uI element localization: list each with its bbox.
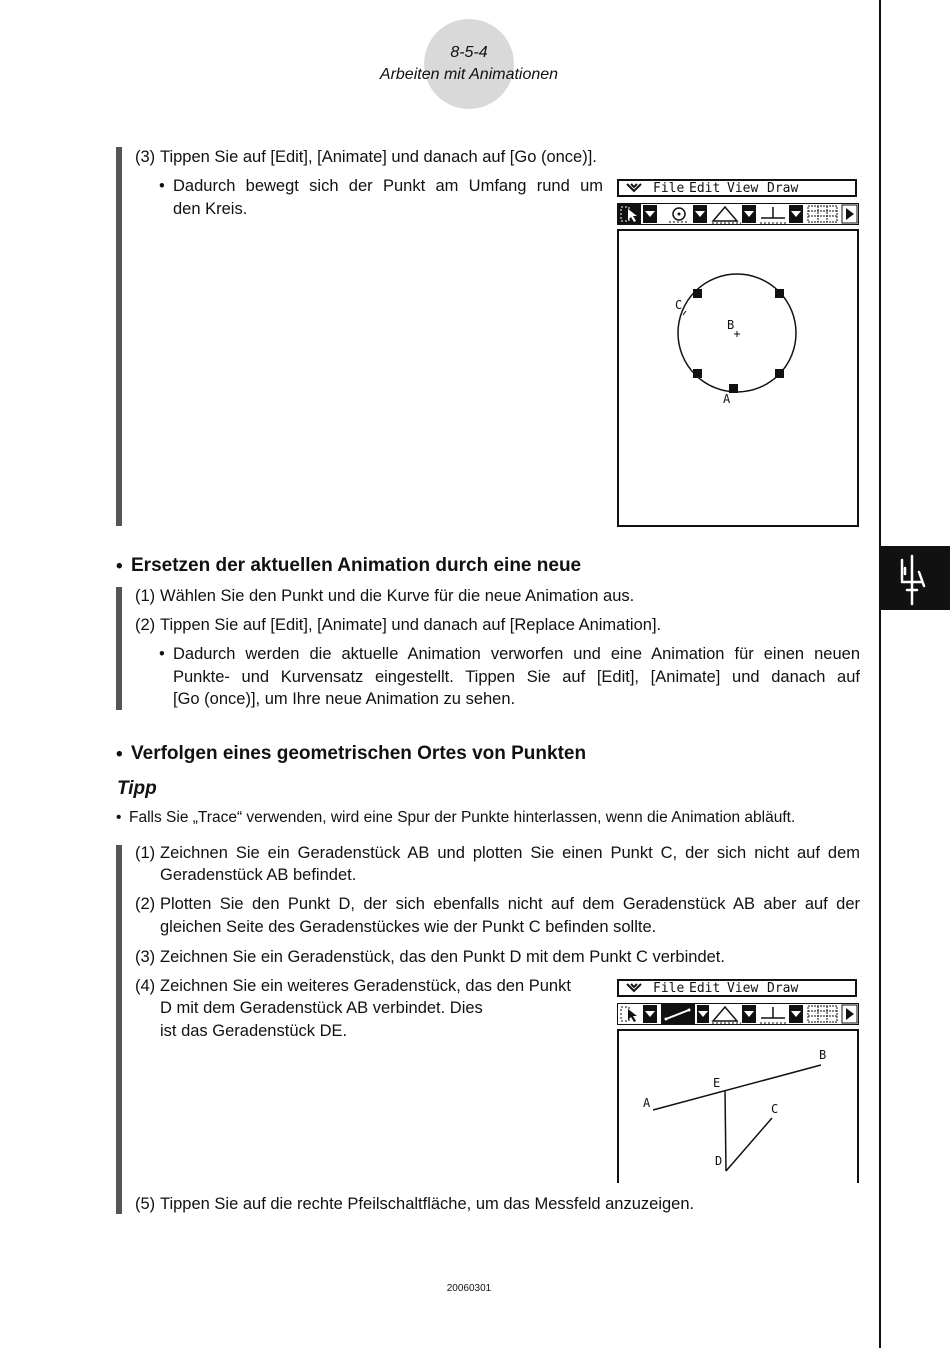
menu-draw[interactable]: Draw [767,981,799,996]
point-label-d: D [715,1154,723,1168]
menu-bar [617,179,857,197]
menu-chevron-icon[interactable] [625,982,643,998]
step-text: Tippen Sie auf [Edit], [Animate] und danach auf [Go (once)]. [160,148,597,166]
section-bar-2 [116,587,122,710]
point-label-c: C [675,298,683,312]
drawing-canvas[interactable] [617,1029,859,1183]
select-tool-icon[interactable] [621,1007,637,1022]
margin-rule [879,0,881,1348]
geometry-chapter-icon [881,546,950,610]
dropdown-arrow-icon[interactable] [693,205,707,223]
page-title: Arbeiten mit Animationen [379,66,559,83]
perpendicular-tool-icon[interactable] [760,1007,787,1023]
zoom-tool-icon[interactable] [669,208,689,222]
section-bar-1 [116,147,122,526]
dropdown-arrow-icon[interactable] [742,1005,756,1023]
grid-tool-icon[interactable] [808,206,837,222]
step-text: Wählen Sie den Punkt und die Kurve für die neue Animation aus. [160,587,635,605]
step-text: gleichen Seite des Geradenstückes wie der Punkt C befinden sollte. [160,918,657,936]
step-3-animate [135,146,855,169]
dropdown-arrow-icon[interactable] [742,205,756,223]
segment-de [725,1091,726,1171]
dropdown-arrow-icon[interactable] [643,205,657,223]
step-text: ist das Geradenstück DE. [160,1022,348,1040]
bullet-line: Punkte- und Kurvensatz eingestellt. Tippen Sie auf [Edit], [Animate] und danach auf [173,668,860,686]
bullet-line: Dadurch bewegt sich der Punkt am Umfang rund um [173,177,603,195]
bullet-line: Dadurch werden die aktuelle Animation verworfen und eine Animation für einen neuen [173,645,860,663]
tipp-text: Falls Sie „Trace“ verwenden, wird eine Spur der Punkte hinterlassen, wenn die Animation abläuft. [129,809,796,826]
point-label-b: B [727,318,735,332]
step-text: Tippen Sie auf [Edit], [Animate] und danach auf [Replace Animation]. [160,616,662,634]
step-number: (1) [135,844,156,862]
dropdown-arrow-icon[interactable] [643,1005,657,1023]
step-text: D mit dem Geradenstück AB verbindet. Dies [160,999,483,1017]
bullet-line: [Go (once)], um Ihre neue Animation zu sehen. [173,690,516,708]
perpendicular-tool-icon[interactable] [760,207,787,223]
bullet-marker: • [159,177,165,195]
calculator-screen-2 [617,979,861,1183]
bullet-marker: • [159,645,165,663]
dropdown-arrow-icon[interactable] [789,205,803,223]
selection-handles [693,289,784,393]
bullet-line: den Kreis. [173,200,248,218]
point-label-a: A [723,392,731,406]
menu-view[interactable]: View [727,981,759,996]
header-circle [424,19,514,109]
center-point [734,331,740,337]
step-1-select [135,585,855,608]
step-text: Zeichnen Sie ein Geradenstück AB und plotten Sie einen Punkt C, der sich nicht auf dem [160,844,860,862]
point-label-b: B [819,1048,827,1062]
step-text: Zeichnen Sie ein weiteres Geradenstück, das den Punkt [160,977,571,995]
drawing-canvas[interactable] [617,229,859,527]
segment-dc [726,1118,772,1171]
section-heading: Verfolgen eines geometrischen Ortes von Punkten [131,743,587,764]
point-label-e: E [713,1076,721,1090]
step-text: Zeichnen Sie ein Geradenstück, das den Punkt D mit dem Punkt C verbindet. [160,948,725,966]
heading-bullet: • [116,556,123,577]
step-number: (5) [135,1195,156,1213]
triangle-tool-icon[interactable] [712,207,741,223]
circle-figure [619,231,857,525]
menu-chevron-icon[interactable] [625,182,643,198]
step-2-replace [135,614,855,637]
menu-view[interactable]: View [727,181,759,196]
step-text: Geradenstück AB befindet. [160,866,357,884]
menu-edit[interactable]: Edit [689,981,721,996]
chapter-tab [881,546,950,610]
right-arrow-icon[interactable] [842,1005,857,1023]
section-heading: Ersetzen der aktuellen Animation durch eine neue [131,555,582,576]
dropdown-arrow-icon[interactable] [789,1005,803,1023]
segment-figure [619,1031,857,1183]
menu-edit[interactable]: Edit [689,181,721,196]
section-bar-3 [116,845,122,1214]
point-label-c: C [771,1102,779,1116]
point-label-a: A [643,1096,651,1110]
select-tool-icon[interactable] [618,204,641,224]
toolbar [617,203,859,225]
step-number: (2) [135,895,156,913]
line-segment-tool-icon[interactable] [661,1004,695,1024]
step-text: Plotten Sie den Punkt D, der sich ebenfalls nicht auf dem Geradenstück AB aber auf der [160,895,860,913]
menu-draw[interactable]: Draw [767,181,799,196]
step-number: (1) [135,587,156,605]
calculator-screen-1 [617,179,861,527]
heading-bullet: • [116,744,123,765]
tipp-heading: Tipp [117,778,157,799]
step-text: Tippen Sie auf die rechte Pfeilschaltfläche, um das Messfeld anzuzeigen. [160,1195,695,1213]
menu-file[interactable]: File [653,981,685,996]
toolbar [617,1003,859,1025]
triangle-tool-icon[interactable] [712,1007,741,1023]
right-arrow-icon[interactable] [842,205,857,223]
dropdown-arrow-icon[interactable] [697,1005,709,1023]
step-number: (3) [135,948,156,966]
step-number: (4) [135,977,156,995]
grid-tool-icon[interactable] [808,1006,837,1022]
step-number: (2) [135,616,156,634]
footer-code: 20060301 [446,1283,492,1294]
page-number: 8-5-4 [450,44,488,61]
segment-ab [653,1065,821,1110]
tipp-bullet: • [116,809,122,826]
menu-file[interactable]: File [653,181,685,196]
step-number: (3) [135,148,156,166]
menu-bar [617,979,857,997]
